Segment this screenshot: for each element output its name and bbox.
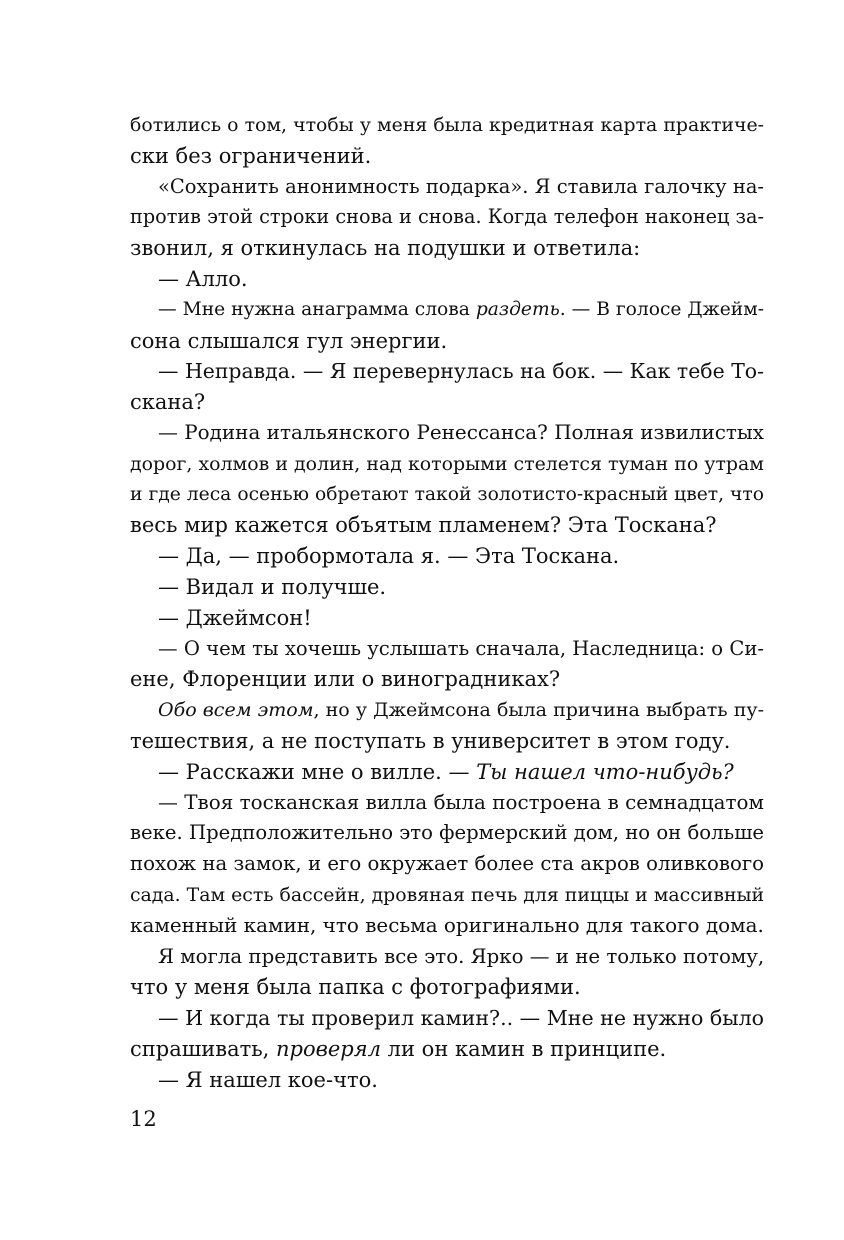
text-segment: ли он камин в принципе. [380,1036,667,1061]
italic-text: проверял [276,1036,381,1061]
text-segment: ботились о том, чтобы у меня была кредитная карта практиче- [130,114,764,136]
text-segment: — Родина итальянского Ренессанса? Полная извилистых [158,420,764,444]
text-segment: ски без ограничений. [130,143,372,168]
text-segment: — Видал и получше. [158,574,387,599]
italic-text: раздеть [475,298,560,320]
text-segment: — Неправда. — Я перевернулась на бок. — Как тебе То- [158,359,764,384]
text-line [130,233,764,264]
text-line [130,1034,764,1065]
text-line [130,572,764,603]
text-segment: — О чем ты хочешь услышать сначала, Наследница: о Си- [158,636,764,660]
text-segment: , но у Джеймсона была причина выбрать пу- [313,699,764,722]
text-segment: ене, Флоренции или о виноградниках? [130,667,561,692]
text-line [130,664,764,695]
page-number: 12 [130,1107,157,1131]
text-line [130,757,764,788]
body-text [130,110,764,1096]
text-segment: похож на замок, и его окружает более ста акров оливкового [130,852,764,876]
text-segment: — Я нашел кое-что. [158,1067,378,1092]
text-line [130,141,764,172]
text-segment: — Да, — пробормотала я. — Эта Тоскана. [158,544,620,569]
text-line [130,326,764,357]
text-segment: спрашивать, [130,1036,276,1061]
text-line [130,110,764,141]
text-line [130,603,764,634]
text-line [130,1003,764,1034]
text-segment: скана? [130,390,206,415]
text-line [130,202,764,233]
text-segment: каменный камин, что весьма оригинально для такого дома. [130,913,764,937]
text-line [130,880,764,911]
text-line [130,449,764,480]
text-segment: — Алло. [158,266,248,291]
text-line [130,541,764,572]
text-line [130,911,764,942]
text-line [130,788,764,819]
text-segment: звонил, я откинулась на подушки и ответила: [130,236,641,261]
text-line [130,942,764,973]
text-segment: Я могла представить все это. Ярко — и не только потому, [158,944,765,968]
text-segment: — Расскажи мне о вилле. — [158,759,477,784]
text-segment: — Твоя тосканская вилла была построена в семнадцатом [158,790,764,814]
text-line [130,418,764,449]
text-line [130,695,764,726]
text-segment: сона слышался гул энергии. [130,328,448,353]
text-line [130,172,764,203]
text-line [130,818,764,849]
text-segment: дорог, холмов и долин, над которыми стелется туман по утрам [130,452,764,475]
text-segment: веке. Предположительно это фермерский дом, но он больше [130,821,765,845]
text-segment: тешествия, а не поступать в университет в этом году. [130,728,731,753]
text-line [130,387,764,418]
text-line [130,972,764,1003]
text-segment: что у меня была папка с фотографиями. [130,975,581,1000]
text-line [130,356,764,387]
text-line [130,510,764,541]
italic-text: Обо всем этом [158,699,314,722]
text-segment: — И когда ты проверил камин?.. — Мне не нужно было [158,1006,764,1031]
text-segment: — Мне нужна анаграмма слова [158,298,476,320]
text-line [130,634,764,665]
text-segment: весь мир кажется объятым пламенем? Эта Тоскана? [130,513,717,538]
text-line [130,264,764,295]
text-segment: — Джеймсон! [158,605,312,630]
text-line [130,849,764,880]
text-line [130,1065,764,1096]
text-line [130,295,764,326]
text-line [130,726,764,757]
text-segment: против этой строки снова и снова. Когда телефон наконец за- [130,205,764,229]
text-segment: и где леса осенью обретают такой золотисто-красный цвет, что [130,483,764,505]
text-line [130,480,764,511]
text-segment: «Сохранить анонимность подарка». Я ставила галочку на- [158,174,764,198]
italic-text: Ты нашел что-нибудь? [476,759,734,784]
text-segment: сада. Там есть бассейн, дровяная печь для пиццы и массивный [130,883,765,906]
text-segment: . — В голосе Джейм- [559,298,765,320]
